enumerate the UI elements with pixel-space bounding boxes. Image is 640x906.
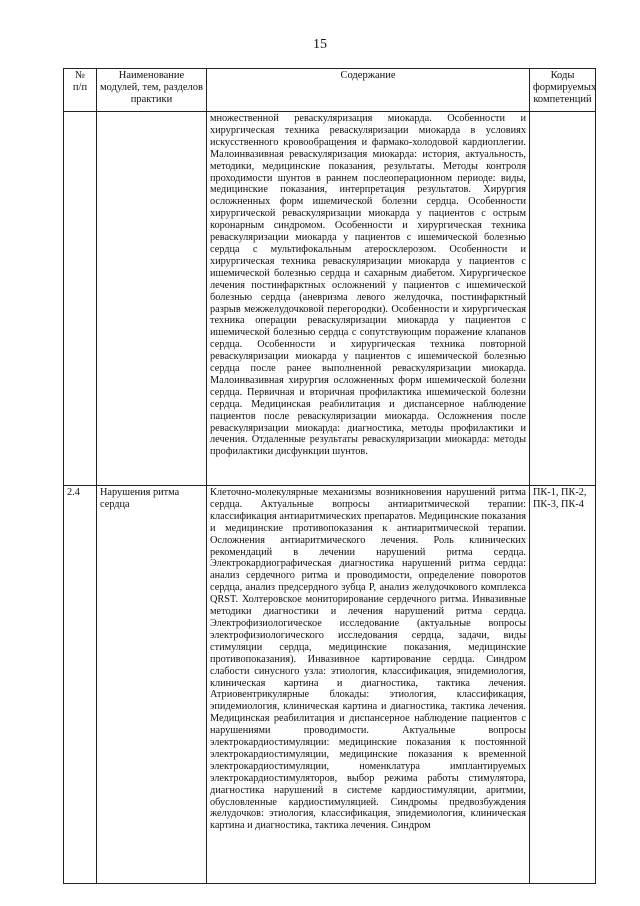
row-content: Клеточно-молекулярные механизмы возникновения нарушений ритма сердца. Актуальные вопросы антиаритмической терапии: классификация антиаритмических препаратов. Медицинские показания и медицинские противопоказания к антиаритмической терапии. Осложнения антиаритмического лечения. Роль клинических рекомендаций в лечении нарушений ритма сердца. Электрокардиографическая диагностика нарушений ритма сердца: анализ сердечного ритма и проводимости, определение поворотов сердца, анализ предсердного зубца P, анализ желудочкового комплекса QRST. Холтеровское мониторирование сердечного ритма. Инвазивные методики диагностики и лечения нарушений ритма сердца. Электрофизиологическое исследование (актуальные вопросы электрофизиологического исследования сердца, задачи, виды стимуляции сердца, медицинские показания, медицинские противопоказания). Инвазивное картирование сердца. Синдром слабости синусного узла: этиология, классификация, эпидемиология, клиническая картина и диагностика, тактика лечения. Атриовентрикулярные блокады: этиология, классификация, эпидемиология, клиническая картина и диагностика, тактика лечения. Медицинская реабилитация и диспансерное наблюдение пациентов с нарушениями проводимости. Актуальные вопросы электрокардиостимуляции: медицинские показания к постоянной электрокардиостимуляции, медицинские показания к временной электрокардиостимуляции, номенклатура имплантируемых электрокардиостимуляторов, выбор режима работы стимулятора, диагностика нарушений в системе кардиостимуляции, аритмии, обусловленные кардиостимуляцией. Синдромы предвозбуждения желудочков: этиология, классификация, эпидемиология, клиническая картина и диагностика, тактика лечения. Синдром <box>207 486 530 884</box>
header-content: Содержание <box>207 69 530 112</box>
header-module: Наименование модулей, тем, разделов практики <box>97 69 207 112</box>
header-num: № п/п <box>64 69 97 112</box>
row-num <box>64 112 97 486</box>
header-codes: Коды формируемых компетенций <box>530 69 596 112</box>
table-header-row <box>64 69 596 112</box>
row-codes: ПК-1, ПК-2, ПК-3, ПК-4 <box>530 486 596 884</box>
row-module: Нарушения ритма сердца <box>97 486 207 884</box>
row-num: 2.4 <box>64 486 97 884</box>
table-row <box>64 486 596 884</box>
table-row <box>64 112 596 486</box>
curriculum-table <box>63 68 596 884</box>
row-codes <box>530 112 596 486</box>
row-content: множественной реваскуляризация миокарда. Особенности и хирургическая техника реваскуляризации миокарда в условиях искусственного кровообращения и фармако-холодовой кардиоплегии. Малоинвазивная реваскуляризация миокарда: история, актуальность, методики, медицинские показания, результаты. Методы контроля проходимости шунтов в раннем послеоперационном периоде: виды, медицинские показания, интерпретация результатов. Хирургия осложненных форм ишемической болезни сердца. Особенности хирургической реваскуляризации миокарда у пациентов с острым коронарным синдромом. Особенности и хирургическая техника реваскуляризации миокарда у пациентов с ишемической болезнью сердца с мультифокальным атеросклерозом. Особенности и хирургическая техника реваскуляризации миокарда у пациентов с ишемической болезнью сердца и сахарным диабетом. Хирургическое лечения постинфарктных осложнений у пациентов с ишемической болезнью сердца (аневризма левого желудочка, постинфарктный разрыв межжелудочковой перегородки). Особенности и хирургическая техника операции реваскуляризации миокарда у пациентов с ишемической болезнью сердца с сопутствующим поражение клапанов сердца. Особенности и хирургическая техника повторной реваскуляризации миокарда у пациентов с ишемической болезнью сердца после ранее выполненной реваскуляризации миокарда. Малоинвазивная хирургия осложненных форм ишемической болезни сердца. Первичная и вторичная профилактика ишемической болезни сердца. Медицинская реабилитация и диспансерное наблюдение пациентов после реваскуляризации миокарда. Осложнения после реваскуляризации миокарда: диагностика, методы профилактики и лечения. Отдаленные результаты реваскуляризации миокарда: методы профилактики дисфункции шунтов. <box>207 112 530 486</box>
page-number: 15 <box>313 37 327 52</box>
row-module <box>97 112 207 486</box>
